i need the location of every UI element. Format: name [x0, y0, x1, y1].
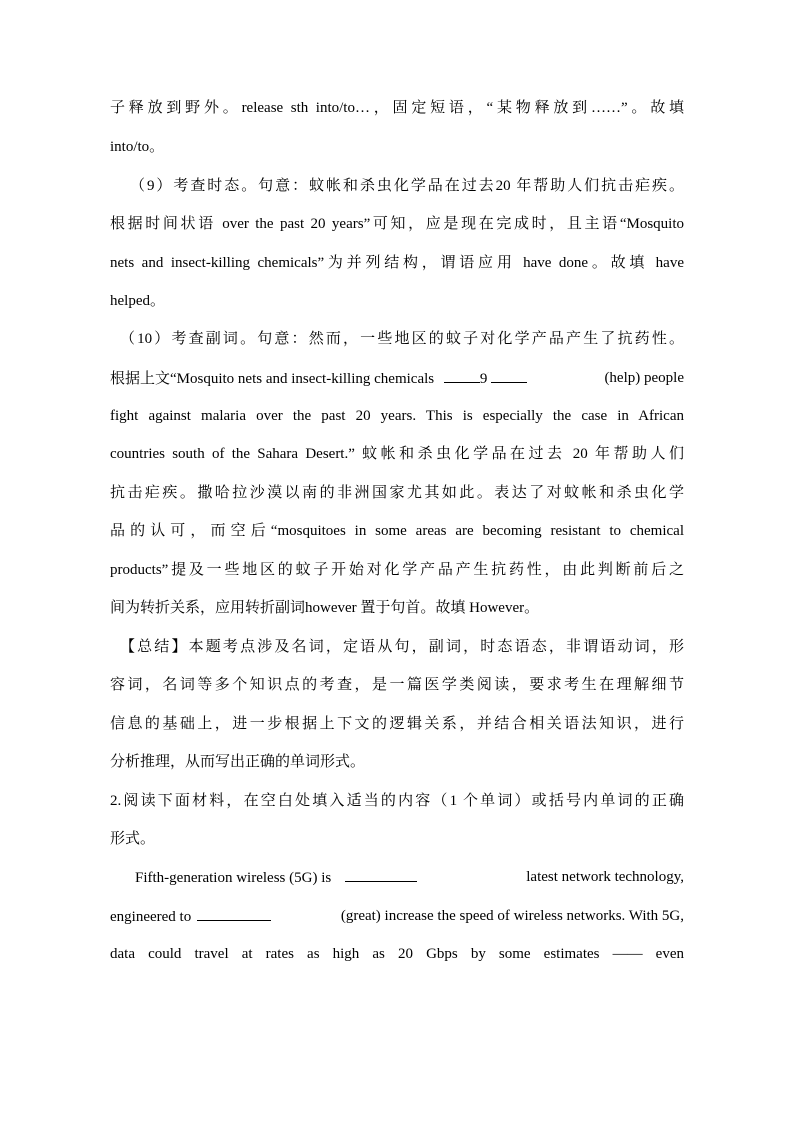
passage-text: Fifth-generation wireless (5G) is	[135, 870, 332, 886]
quote-tail: (help) people	[604, 370, 684, 386]
text-line: fight against malaria over the past 20 years. This is especially the case in African	[110, 408, 684, 424]
passage-text: engineered to	[110, 909, 192, 925]
text-line: 抗击疟疾。撒哈拉沙漠以南的非洲国家尤其如此。表达了对蚊帐和杀虫化学	[110, 485, 684, 501]
passage-line	[135, 866, 684, 889]
passage-line	[110, 905, 684, 928]
text-line: products”提及一些地区的蚊子开始对化学产品产生抗药性，由此判断前后之	[110, 562, 684, 578]
text-line: 根据时间状语 over the past 20 years”可知，应是现在完成时，且主语“Mosquito	[110, 216, 684, 232]
text-line: （9）考查时态。句意：蚊帐和杀虫化学品在过去20 年帮助人们抗击疟疾。	[130, 178, 684, 194]
summary-line: 【总结】本题考点涉及名词，定语从句，副词，时态语态，非谓语动词，形	[120, 639, 684, 655]
text-line: 分析推理，从而写出正确的单词形式。	[110, 754, 366, 770]
answer-blank	[444, 367, 480, 383]
text-line: 容词，名词等多个知识点的考查，是一篇医学类阅读，要求考生在理解细节	[110, 677, 684, 693]
text-line: nets and insect-killing chemicals”为并列结构，谓语应用 have done。故填 have	[110, 255, 684, 271]
passage-text: latest network technology,	[526, 869, 684, 885]
text-line: into/to。	[110, 139, 165, 155]
answer-blank[interactable]	[197, 905, 271, 921]
blank-number: 9	[479, 371, 488, 387]
text-line: 子释放到野外。release sth into/to…，固定短语，“某物释放到……”。故填	[110, 100, 684, 116]
text-line: 信息的基础上，进一步根据上下文的逻辑关系，并结合相关语法知识，进行	[110, 716, 684, 732]
text-line: countries south of the Sahara Desert.” 蚊帐和杀虫化学品在过去 20 年帮助人们	[110, 446, 684, 462]
text-line: （10）考查副词。句意：然而，一些地区的蚊子对化学产品产生了抗药性。	[120, 331, 684, 347]
text-line: 间为转折关系，应用转折副词however 置于句首。故填 However。	[110, 600, 540, 616]
text-line: 形式。	[110, 831, 156, 847]
answer-blank[interactable]	[345, 866, 417, 882]
text-line: helped。	[110, 293, 165, 309]
text-line	[110, 367, 684, 390]
question-heading: 2.阅读下面材料，在空白处填入适当的内容（1 个单词）或括号内单词的正确	[110, 793, 684, 809]
passage-text: (great) increase the speed of wireless networks. With 5G,	[340, 908, 684, 924]
text-line: 品的认可，而空后“mosquitoes in some areas are becoming resistant to chemical	[110, 523, 684, 539]
answer-blank	[491, 367, 527, 383]
quote-text: 根据上文“Mosquito nets and insect-killing chemicals	[110, 371, 435, 387]
passage-line: data could travel at rates as high as 20 Gbps by some estimates —— even	[110, 946, 684, 962]
